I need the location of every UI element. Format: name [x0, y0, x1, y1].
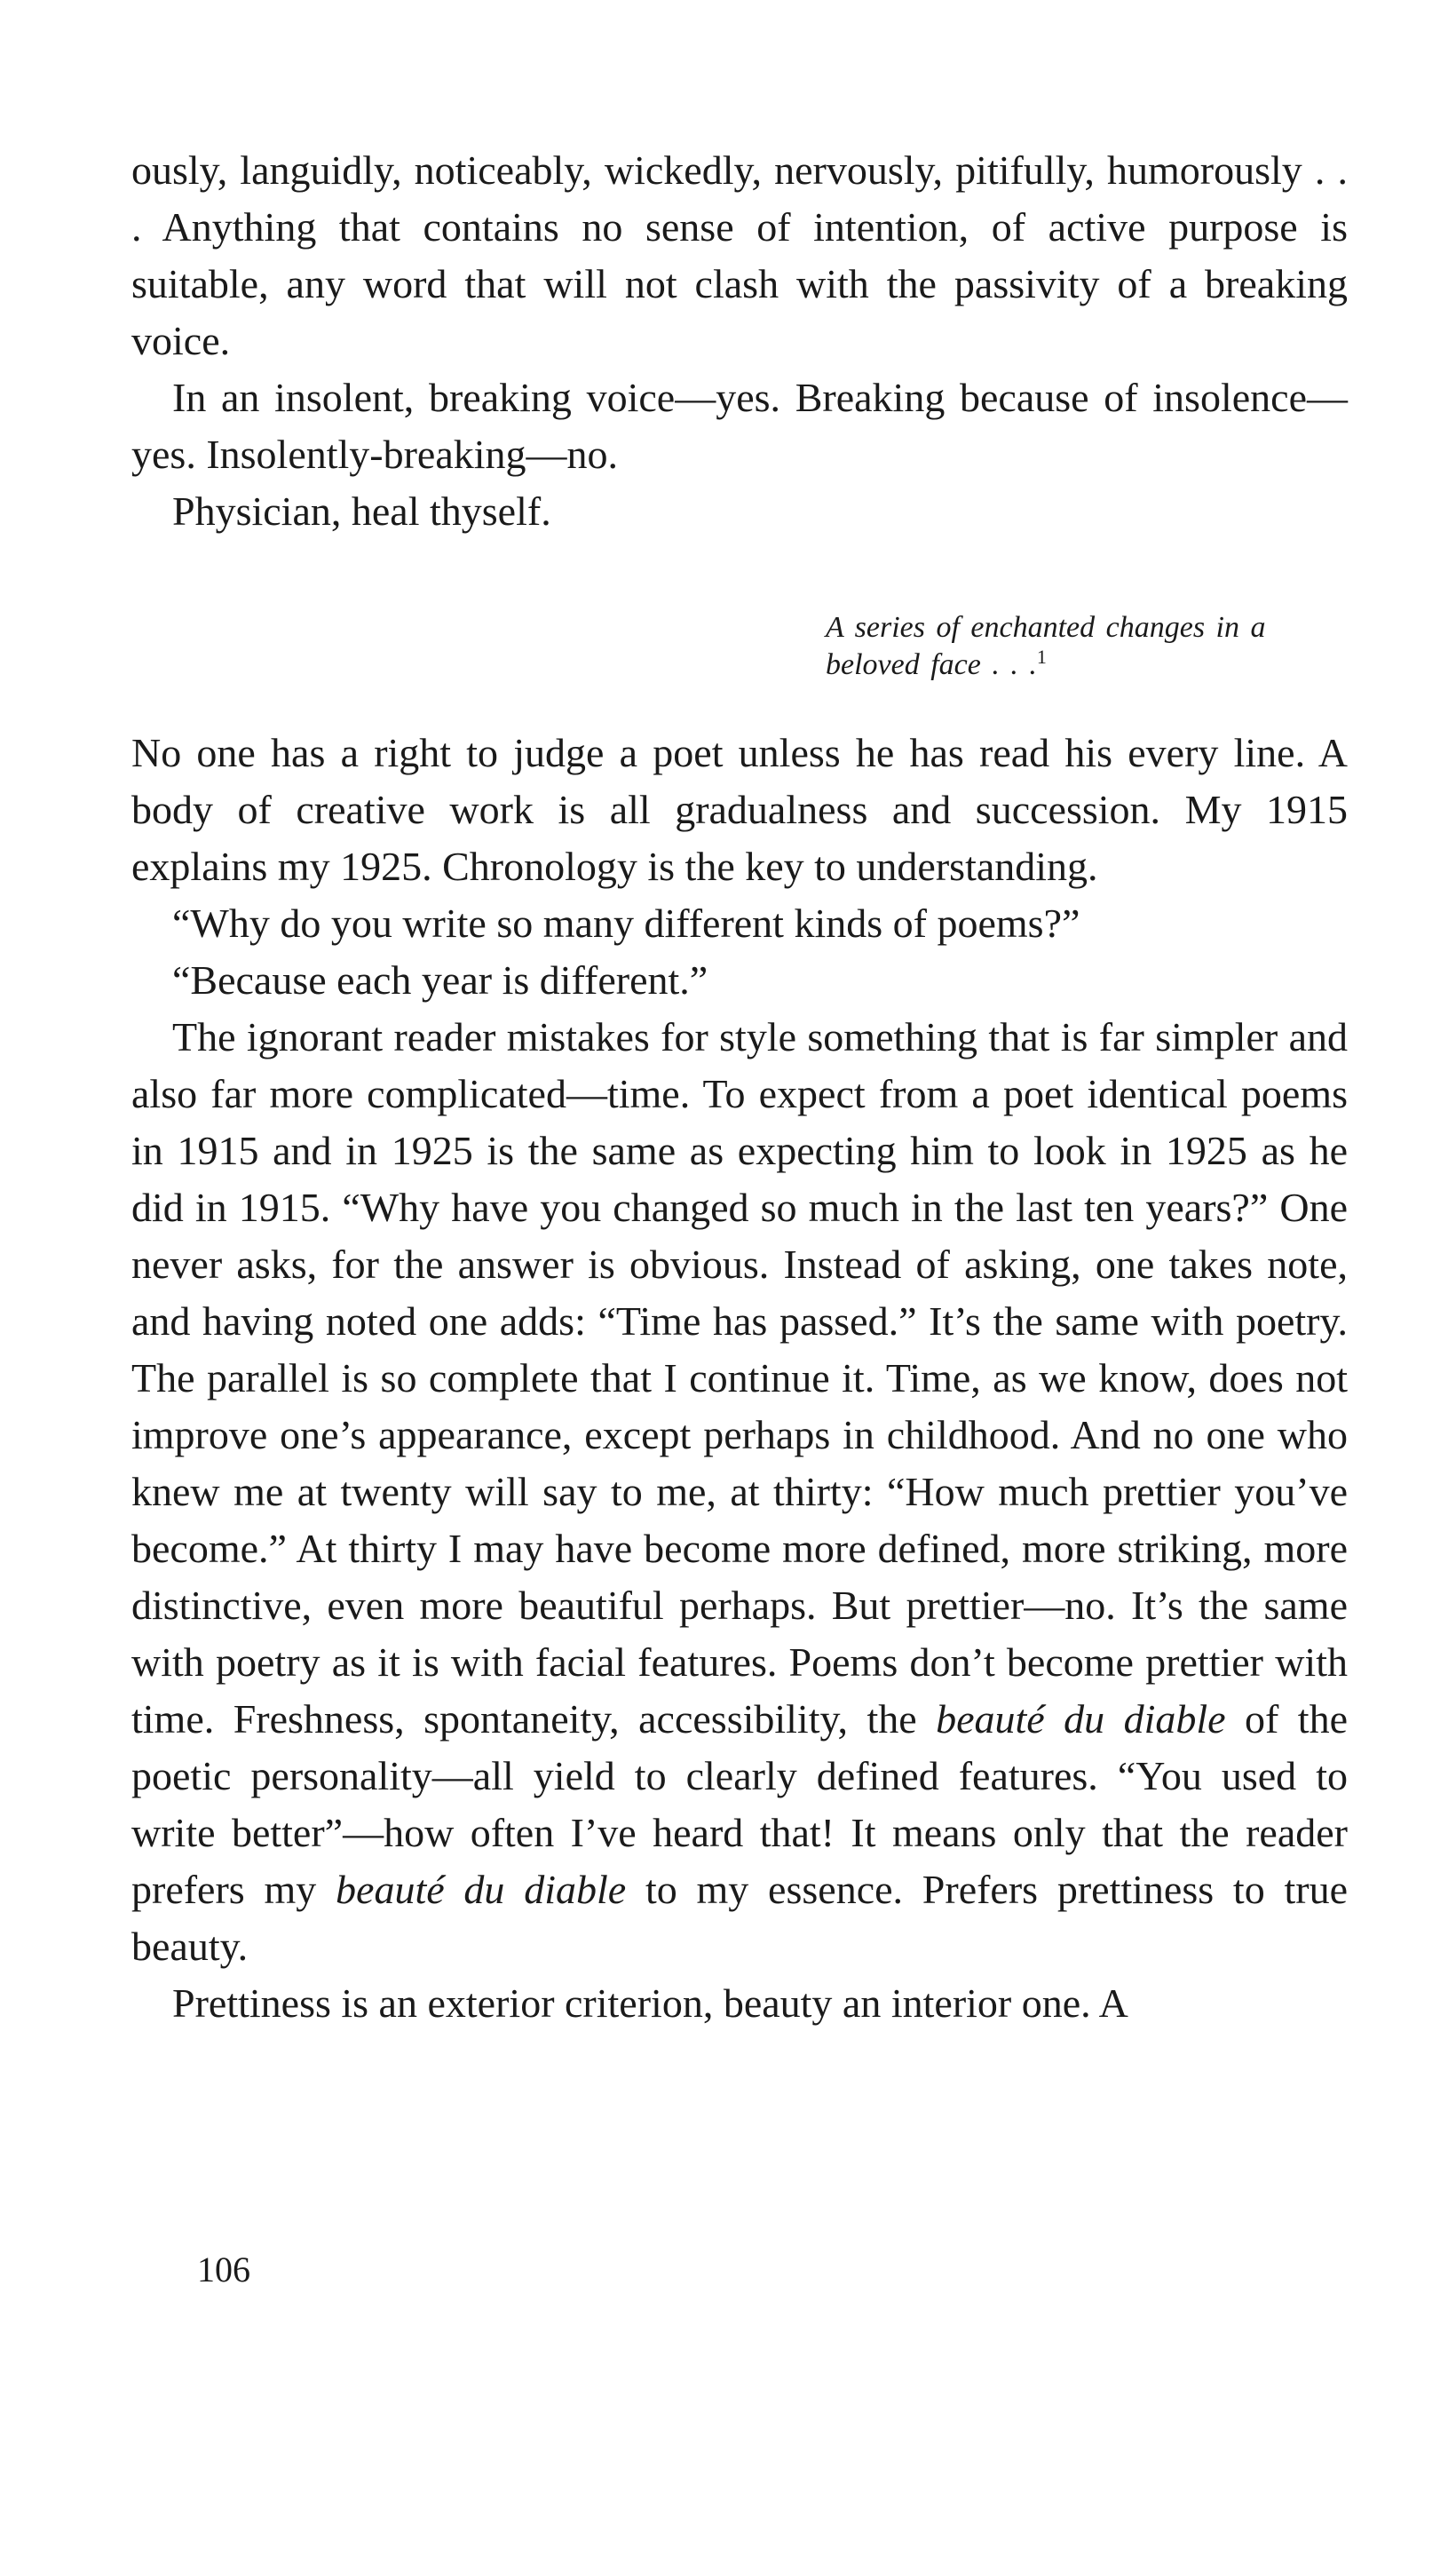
- paragraph-insolent-voice: In an insolent, breaking voice—yes. Breaking because of insolence—yes. Insolently-breaking—no.: [131, 375, 1348, 477]
- paragraph-continued: ously, languidly, noticeably, wickedly, nervously, pitifully, humorously . . . Anything that contains no sense of intention, of active purpose is suitable, any word that will not clash with the passivity of a breaking voice.: [131, 147, 1348, 363]
- main-text-block: [131, 725, 1348, 2032]
- page-number: 106: [197, 2250, 250, 2289]
- paragraph-no-one-has-a-right: No one has a right to judge a poet unless he has read his every line. A body of creative work is all gradualness and succession. My 1915 explains my 1925. Chronology is the key to understanding.: [131, 730, 1348, 889]
- ignorant-reader-part-2: of the poetic personality—all yield to clearly defined features. “You used to write better”—how often I’ve heard that! It means only that the reader prefers my: [131, 1696, 1349, 1912]
- ignorant-reader-part-1: The ignorant reader mistakes for style something that is far simpler and also far more complicated—time. To expect from a poet identical poems in 1915 and in 1925 is the same as expecting him to look in 1925 as he did in 1915. “Why have you changed so much in the last ten years?” One never asks, for the answer is obvious. Instead of asking, one takes note, and having noted one adds: “Time has passed.” It’s the same with poetry. The parallel is so complete that I continue it. Time, as we know, does not improve one’s appearance, except perhaps in childhood. And no one who knew me at twenty will say to me, at thirty: “How much prettier you’ve become.” At thirty I may have become more defined, more striking, more distinctive, even more beautiful perhaps. But prettier—no. It’s the same with poetry as it is with facial features. Poems don’t become prettier with time. Freshness, spontaneity, accessibility, the: [131, 1014, 1348, 1742]
- ignorant-reader-part-3: to my essence. Prefers prettiness to true beauty.: [131, 1867, 1348, 1969]
- paragraph-answer: “Because each year is different.”: [172, 957, 708, 1003]
- paragraph-ignorant-reader: [131, 1009, 1348, 1975]
- paragraph-prettiness: Prettiness is an exterior criterion, beauty an interior one. A: [172, 1980, 1128, 2026]
- epigraph: [826, 609, 1348, 684]
- paragraph-physician: Physician, heal thyself.: [172, 488, 551, 534]
- paragraph-question: “Why do you write so many different kinds of poems?”: [172, 901, 1080, 946]
- epigraph-text: A series of enchanted changes in a beloved face . . .: [826, 611, 1266, 681]
- beaute-du-diable-italic-1: beauté du diable: [936, 1696, 1226, 1742]
- top-text-block: [131, 142, 1348, 540]
- footnote-mark: 1: [1036, 646, 1047, 668]
- beaute-du-diable-italic-2: beauté du diable: [336, 1867, 627, 1912]
